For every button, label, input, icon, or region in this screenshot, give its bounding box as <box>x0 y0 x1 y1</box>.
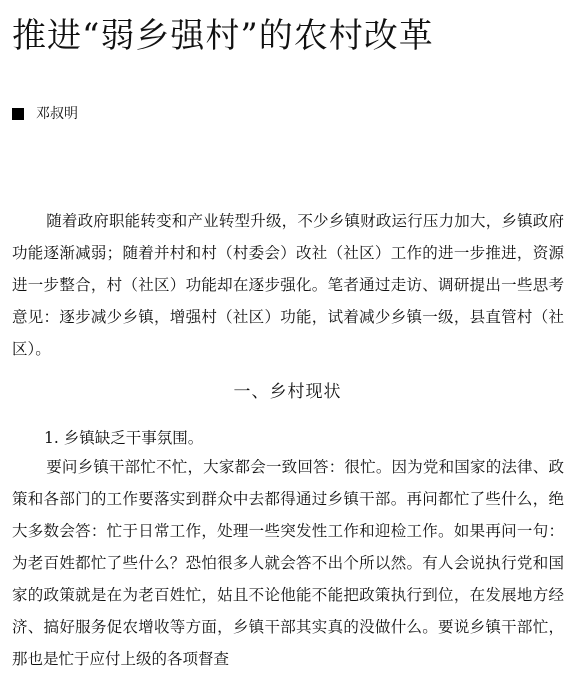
author-line <box>12 104 78 124</box>
body-paragraph <box>12 451 564 675</box>
author-name: 邓叔明 <box>36 106 78 122</box>
black-square-bullet-icon <box>12 108 24 120</box>
article-title: 推进“弱乡强村”的农村改革 <box>12 16 434 56</box>
section-heading: 一、乡村现状 <box>233 382 342 402</box>
body-text: 要问乡镇干部忙不忙，大家都会一致回答：很忙。因为党和国家的法律、政策和各部门的工作要落实到群众中去都得通过乡镇干部。再问都忙了些什么，绝大多数会答：忙于日常工作，处理一些突发性工作和迎检工作。如果再问一句：为老百姓都忙了些什么？恐怕很多人就会答不出个所以然。有人会说执行党和国家的政策就是在为老百姓忙，姑且不论他能不能把政策执行到位，在发展地方经济、搞好服务促农增收等方面，乡镇干部其实真的没做什么。要说乡镇干部忙，那也是忙于应付上级的各项督查 <box>12 458 564 668</box>
intro-paragraph <box>12 205 564 365</box>
subsection-heading: 1. 乡镇缺乏干事氛围。 <box>44 429 204 447</box>
intro-text: 随着政府职能转变和产业转型升级，不少乡镇财政运行压力加大，乡镇政府功能逐渐减弱；随着并村和村（村委会）改社（社区）工作的进一步推进，资源进一步整合，村（社区）功能却在逐步强化。笔者通过走访、调研提出一些思考意见：逐步减少乡镇，增强村（社区）功能，试着减少乡镇一级，县直管村（社区）。 <box>12 212 564 358</box>
